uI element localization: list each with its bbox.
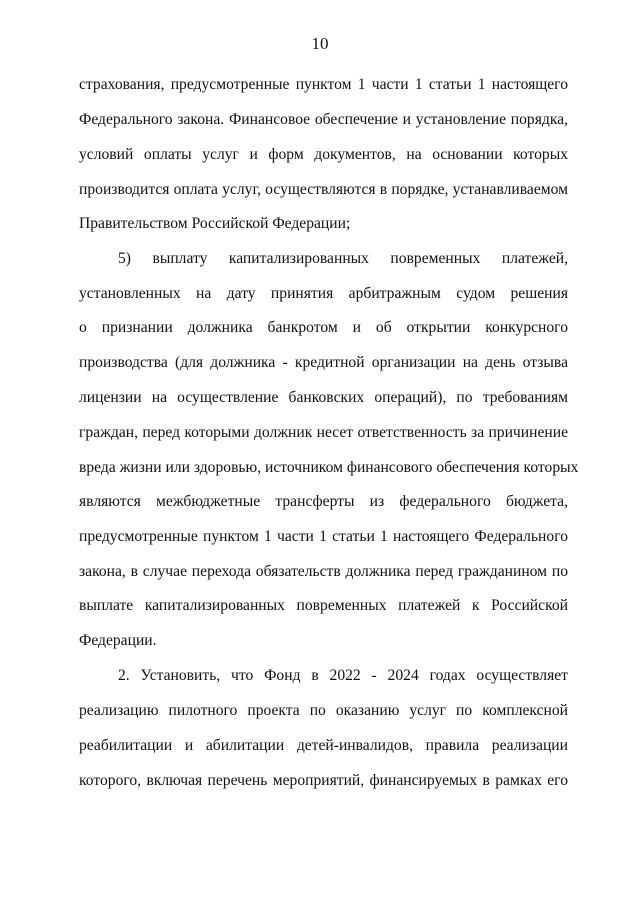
text-line-13: являются межбюджетные трансферты из федерального бюджета, [79, 493, 568, 510]
text-line-6: 5) выплату капитализированных повременных платежей, [118, 250, 568, 267]
text-line-20: реабилитации и абилитации детей-инвалидов, правила реализации [79, 737, 568, 754]
text-line-18: 2. Установить, что Фонд в 2022 - 2024 годах осуществляет [118, 667, 568, 684]
text-line-3: условий оплаты услуг и форм документов, на основании которых [79, 146, 568, 163]
text-line-8: о признании должника банкротом и об открытии конкурсного [79, 319, 568, 336]
text-line-21: которого, включая перечень мероприятий, финансируемых в рамках его [79, 772, 568, 789]
text-line-5: Правительством Российской Федерации; [79, 215, 351, 232]
text-line-19: реализацию пилотного проекта по оказанию услуг по комплексной [79, 702, 568, 719]
text-line-7: установленных на дату принятия арбитражным судом решения [79, 285, 568, 302]
text-line-14: предусмотренные пунктом 1 части 1 статьи 1 настоящего Федерального [79, 528, 568, 545]
text-line-4: производится оплата услуг, осуществляются в порядке, устанавливаемом [79, 181, 568, 198]
text-line-10: лицензии на осуществление банковских операций), по требованиям [79, 389, 568, 406]
text-line-17: Федерации. [79, 632, 157, 649]
text-line-16: выплате капитализированных повременных платежей к Российской [79, 597, 568, 614]
text-line-2: Федерального закона. Финансовое обеспечение и установление порядка, [79, 111, 568, 128]
text-line-11: граждан, перед которыми должник несет ответственность за причинение [79, 424, 568, 441]
text-line-12: вреда жизни или здоровью, источником финансового обеспечения которых [79, 459, 579, 476]
text-line-1: страхования, предусмотренные пунктом 1 части 1 статьи 1 настоящего [79, 76, 568, 93]
page-number: 10 [311, 34, 329, 53]
text-line-15: закона, в случае перехода обязательств должника перед гражданином по [79, 563, 568, 580]
text-line-9: производства (для должника - кредитной организации на день отзыва [79, 354, 568, 371]
